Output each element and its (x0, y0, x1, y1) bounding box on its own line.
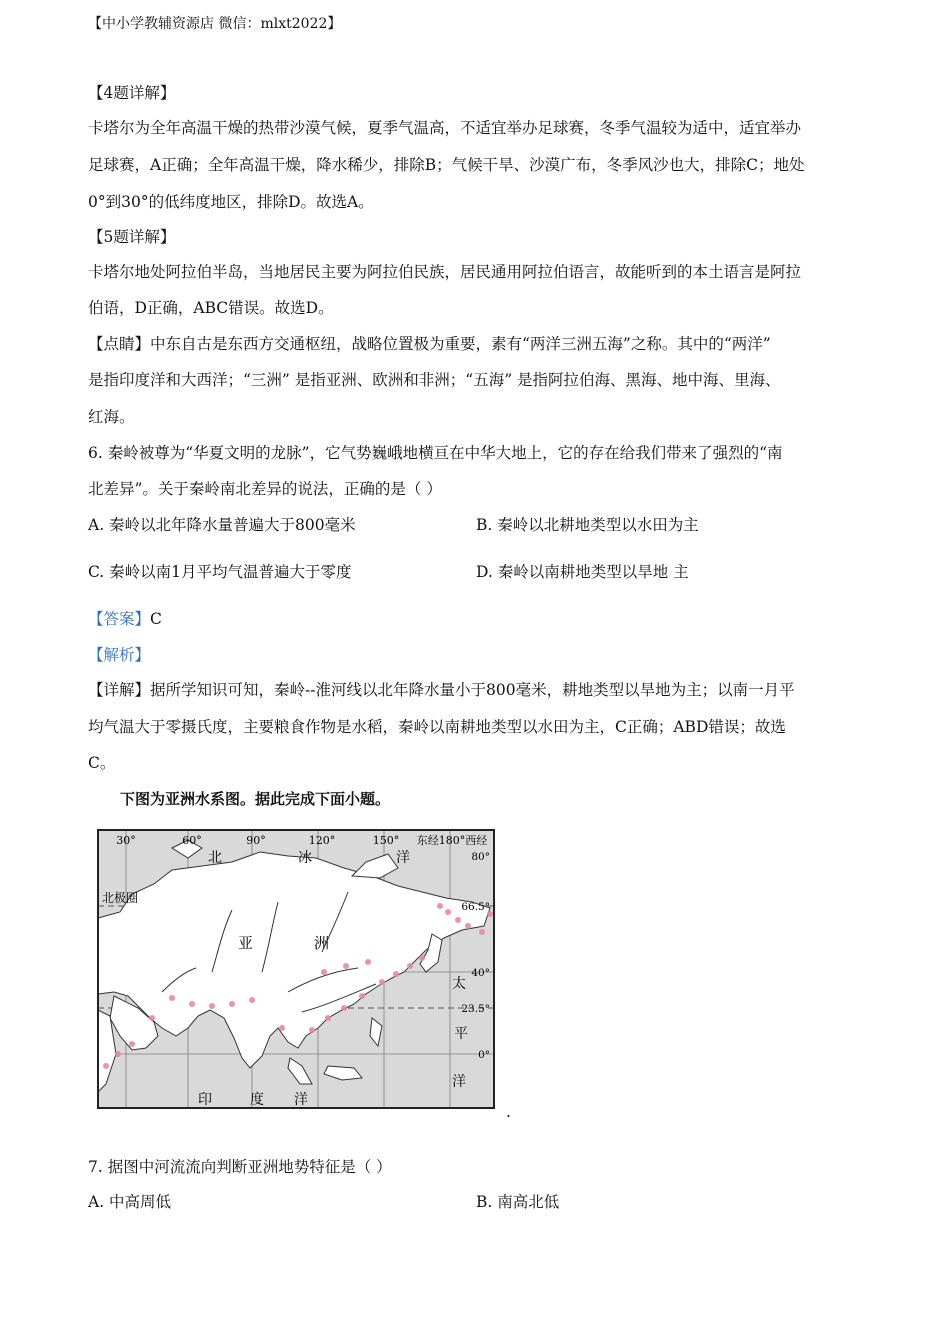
lon-label: 30° (116, 834, 136, 847)
q6-stem-line: 6. 秦岭被尊为“华夏文明的龙脉”，它气势巍峨地横亘在中华大地上，它的存在给我们带来了强烈的“南 (88, 444, 783, 462)
lat-label: 0° (478, 1049, 490, 1061)
q6-detail-line: 均气温大于零摄氏度，主要粮食作物是水稻，秦岭以南耕地类型以水田为主，C正确；ABD错误；故选 (88, 718, 786, 736)
q7-stem: 7. 据图中河流流向判断亚洲地势特征是（ ） (88, 1158, 392, 1176)
q4-heading: 【4题详解】 (88, 84, 176, 102)
tip-line: 是指印度洋和大西洋；“三洲” 是指亚洲、欧洲和非洲；“五海” 是指阿拉伯海、黑海、地中海、里海、 (88, 371, 781, 389)
map-label-tai: 太 (452, 976, 466, 992)
q6-detail-line (88, 680, 795, 700)
q4-line: 卡塔尔为全年高温干燥的热带沙漠气候，夏季气温高，不适宜举办足球赛，冬季气温较为适中，适宜举办 (88, 119, 802, 137)
q6-option-c: C. 秦岭以南1月平均气温普遍大于零度 (88, 563, 352, 581)
lon-label: 60° (182, 834, 202, 847)
map-label-ya: 亚 (238, 934, 254, 952)
asia-water-map (92, 822, 504, 1114)
map-label-yang3: 洋 (294, 1092, 308, 1108)
map-label-arctic-circle: 北极圈 (102, 891, 139, 905)
q6-analysis-label: 【解析】 (88, 646, 151, 664)
q5-line: 卡塔尔地处阿拉伯半岛，当地居民主要为阿拉伯民族，居民通用阿拉伯语言，故能听到的本土语言是阿拉 (88, 263, 802, 281)
q5-heading: 【5题详解】 (88, 228, 176, 246)
map-label-bing: 冰 (298, 850, 312, 866)
lat-label: 66.5° (461, 901, 490, 913)
map-label-bei: 北 (208, 850, 222, 866)
lat-label: 80° (471, 851, 490, 863)
tip-line: 红海。 (88, 408, 135, 426)
lat-label: 23.5° (461, 1003, 490, 1015)
map-label-yin: 印 (198, 1092, 212, 1108)
q6-option-b: B. 秦岭以北耕地类型以水田为主 (476, 516, 699, 534)
page-header: 【中小学教辅资源店 微信：mlxt2022】 (88, 16, 342, 32)
lon-label: 150° (372, 834, 400, 847)
lon-label: 120° (308, 834, 336, 847)
q4-line: 足球赛，A正确；全年高温干燥，降水稀少，排除B；气候干旱、沙漠广布，冬季风沙也大，排除C；地处 (88, 156, 805, 174)
detail-text: 据所学知识可知，秦岭--淮河线以北年降水量小于800毫米，耕地类型以旱地为主；以南一月平 (150, 681, 795, 699)
map-label-du: 度 (250, 1092, 264, 1108)
lat-label: 40° (471, 967, 490, 979)
lon-label: 90° (246, 834, 266, 847)
q6-option-d: D. 秦岭以南耕地类型以旱地 主 (476, 563, 689, 581)
map-label-yang2: 洋 (452, 1074, 466, 1090)
q6-detail-line: C。 (88, 754, 116, 772)
map-label-ping: 平 (454, 1026, 468, 1042)
q7-option-b: B. 南高北低 (476, 1193, 560, 1211)
q5-line: 伯语，D正确，ABC错误。故选D。 (88, 299, 334, 317)
q7-option-a: A. 中高周低 (88, 1193, 172, 1211)
q6-stem-line: 北差异”。关于秦岭南北差异的说法，正确的是（ ） (88, 480, 442, 498)
map-label-zhou: 洲 (314, 934, 330, 952)
answer-value: C (150, 610, 162, 628)
map-intro: 下图为亚洲水系图。据此完成下面小题。 (120, 790, 391, 808)
q6-answer (88, 609, 162, 629)
tip-line: 【点睛】中东自古是东西方交通枢纽，战略位置极为重要，素有“两洋三洲五海”之称。其中的“两洋” (88, 335, 771, 353)
answer-label: 【答案】 (88, 610, 151, 628)
map-label-yang: 洋 (396, 850, 410, 866)
q4-line: 0°到30°的低纬度地区，排除D。故选A。 (88, 193, 374, 211)
q6-option-a: A. 秦岭以北年降水量普遍大于800毫米 (88, 516, 356, 534)
map-trailing-dot: . (506, 1103, 511, 1121)
detail-label: 【详解】 (88, 681, 151, 699)
lon-label: 东经180°西经 (416, 834, 488, 847)
